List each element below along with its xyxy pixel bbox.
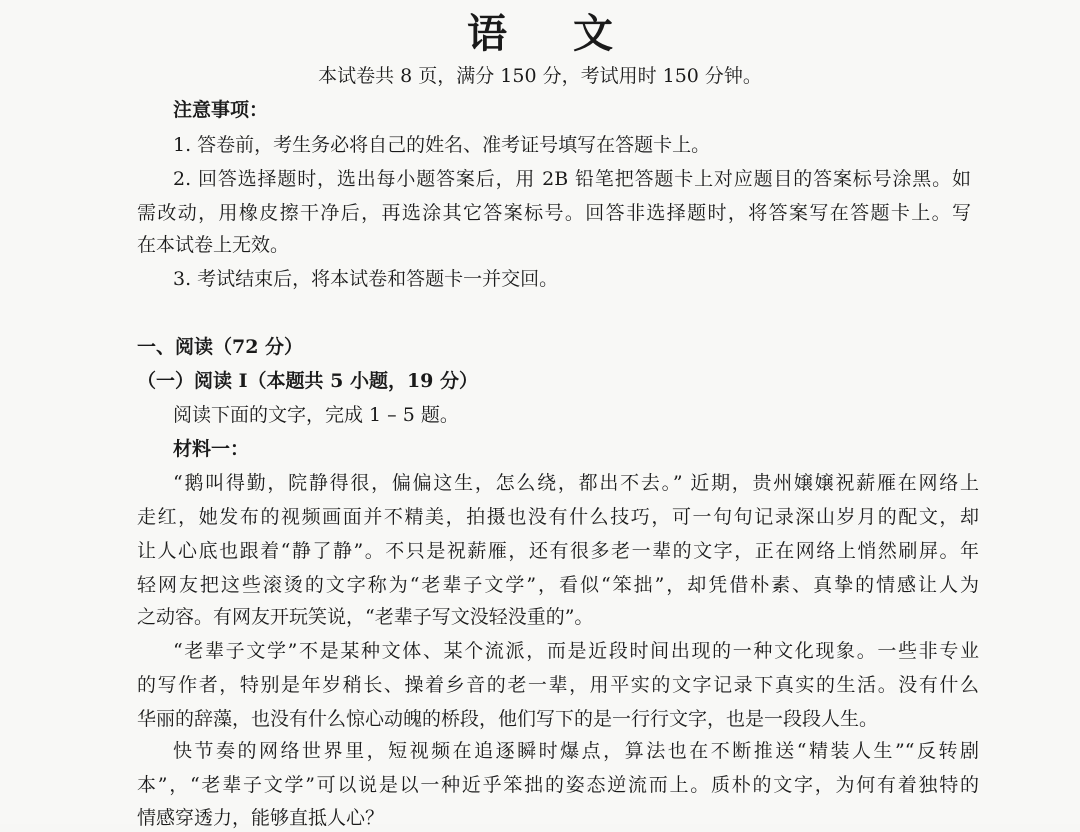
notice-line-4: 在本试卷上无效。 — [137, 234, 290, 256]
passage-line-5: 之动容。有网友开玩笑说，“老辈子写文没轻没重的”。 — [137, 606, 594, 628]
section-heading: 一、阅读（72 分） — [137, 336, 304, 358]
reading-instruction: 阅读下面的文字，完成 1 – 5 题。 — [173, 404, 459, 426]
material-label: 材料一： — [173, 438, 250, 460]
passage-line-4: 轻网友把这些滚烫的文字称为“老辈子文学”，看似“笨拙”，却凭借朴素、真挚的情感让人为 — [137, 574, 979, 596]
page-title: 语 文 — [467, 10, 639, 57]
passage-line-11: 情感穿透力，能够直抵人心？ — [137, 807, 385, 829]
passage-line-10: 本”，“老辈子文学”可以说是以一种近乎笨拙的姿态逆流而上。质朴的文字，为何有着独特的 — [137, 774, 979, 796]
notice-line-2: 2. 回答选择题时，选出每小题答案后，用 2B 铅笔把答题卡上对应题目的答案标号涂黑。如 — [173, 168, 971, 190]
notice-heading: 注意事项： — [173, 99, 269, 121]
passage-line-9: 快节奏的网络世界里，短视频在追逐瞬时爆点，算法也在不断推送“精装人生”“反转剧 — [173, 740, 979, 762]
exam-info: 本试卷共 8 页，满分 150 分，考试用时 150 分钟。 — [318, 65, 762, 87]
passage-line-8: 华丽的辞藻，也没有什么惊心动魄的桥段，他们写下的是一行行文字，也是一段段人生。 — [137, 708, 879, 730]
passage-line-7: 的写作者，特别是年岁稍长、操着乡音的老一辈，用平实的文字记录下真实的生活。没有什么 — [137, 674, 979, 696]
passage-line-1: “鹅叫得勤，院静得很，偏偏这生，怎么绕，都出不去。” 近期，贵州嬢嬢祝薪雁在网络上 — [173, 472, 979, 494]
notice-line-1: 1. 答卷前，考生务必将自己的姓名、准考证号填写在答题卡上。 — [173, 134, 711, 156]
passage-line-6: “老辈子文学”不是某种文体、某个流派，而是近段时间出现的一种文化现象。一些非专业 — [173, 640, 979, 662]
passage-line-3: 让人心底也跟着“静了静”。不只是祝薪雁，还有很多老一辈的文字，正在网络上悄然刷屏。年 — [137, 540, 979, 562]
notice-line-3: 需改动，用橡皮擦干净后，再选涂其它答案标号。回答非选择题时，将答案写在答题卡上。写 — [137, 202, 971, 224]
notice-line-5: 3. 考试结束后，将本试卷和答题卡一并交回。 — [173, 268, 559, 290]
sub-section-heading: （一）阅读 I（本题共 5 小题，19 分） — [137, 370, 479, 392]
passage-line-2: 走红，她发布的视频画面并不精美，拍摄也没有什么技巧，可一句句记录深山岁月的配文，却 — [137, 506, 979, 528]
